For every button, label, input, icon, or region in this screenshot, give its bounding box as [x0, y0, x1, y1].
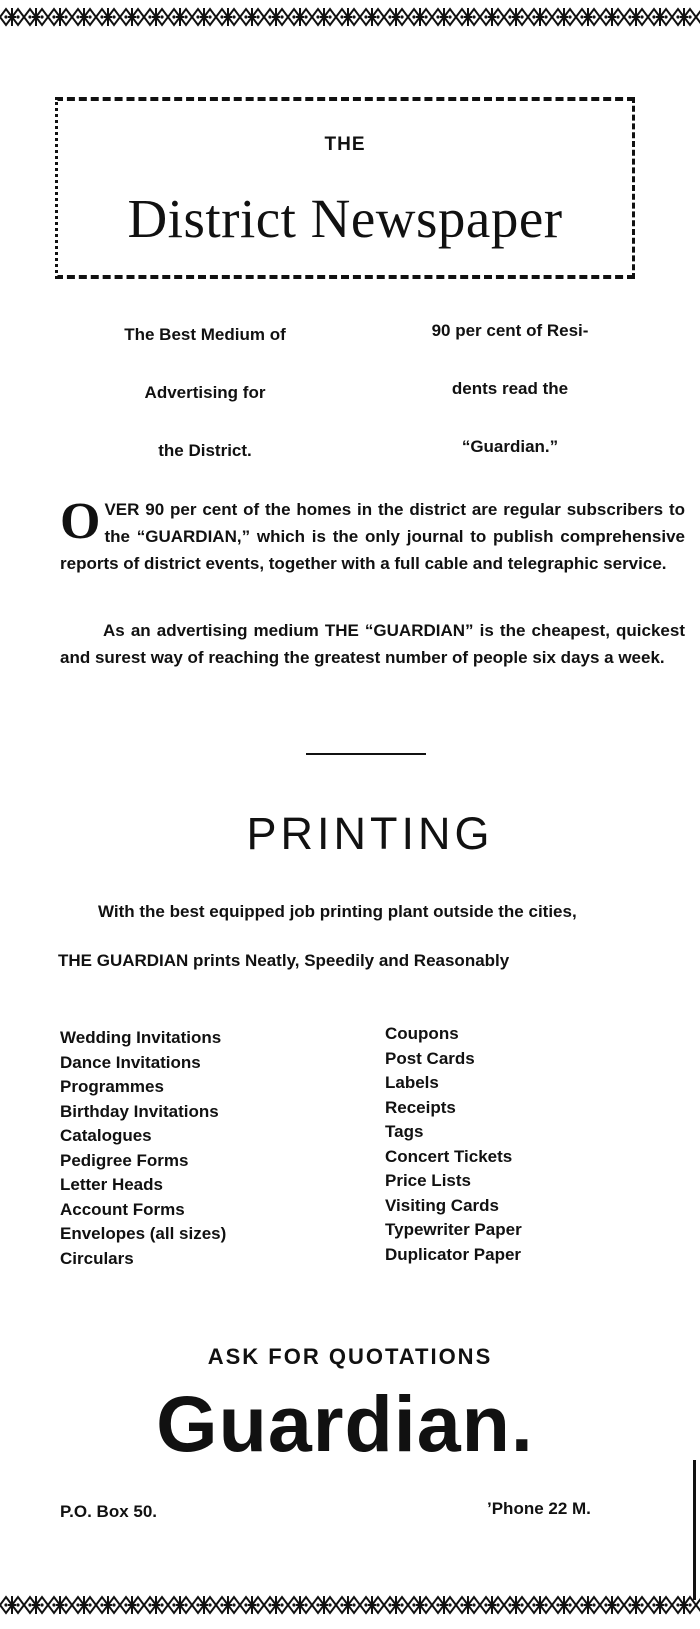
list-item: Envelopes (all sizes)	[60, 1224, 227, 1243]
list-item: Price Lists	[385, 1171, 471, 1190]
ornament-pattern-icon	[0, 4, 700, 30]
right-tagline-line: “Guardian.”	[461, 437, 559, 456]
ask-for-quotations: ASK FOR QUOTATIONS	[207, 1344, 493, 1369]
printing-items-left-list	[60, 1026, 226, 1271]
list-item: Concert Tickets	[385, 1146, 513, 1166]
list-item: Letter Heads	[60, 1175, 163, 1194]
ornamental-border-bottom	[0, 1592, 700, 1618]
right-tagline-line: 90 per cent of Resi-	[431, 321, 589, 340]
drop-cap: O	[60, 493, 101, 550]
section-divider	[306, 753, 426, 755]
masthead-title: District Newspaper	[127, 188, 563, 249]
right-tagline-line: dents read the	[451, 379, 569, 398]
list-item: Labels	[385, 1073, 439, 1092]
ornament-pattern-icon	[0, 1592, 700, 1618]
list-item: Post Cards	[385, 1048, 475, 1068]
list-item: Wedding Invitations	[60, 1028, 222, 1047]
guardian-brand-name: Guardian.	[156, 1379, 534, 1468]
right-edge-rule	[693, 1460, 696, 1600]
list-item: Birthday Invitations	[60, 1101, 219, 1121]
right-tagline-column	[400, 316, 620, 490]
masthead-the-label: THE	[324, 134, 366, 155]
left-tagline-line: Advertising for	[144, 383, 266, 402]
subscription-paragraph	[60, 493, 685, 577]
list-item: Catalogues	[60, 1126, 152, 1145]
phone-number: ’Phone 22 M.	[487, 1499, 591, 1518]
printing-intro-line-1: With the best equipped job printing plant outside the cities,	[98, 902, 577, 921]
subscription-paragraph-text: VER 90 per cent of the homes in the district are regular subscribers to the “GUARDIAN,” which is the only journal to publish comprehensive reports of district events, together with a full cable and telegraphic service.	[60, 500, 685, 573]
left-tagline-line: the District.	[158, 441, 252, 460]
printing-intro-line-2: THE GUARDIAN prints Neatly, Speedily and Reasonably	[58, 951, 510, 970]
printing-heading: PRINTING	[246, 808, 494, 859]
left-tagline-line: The Best Medium of	[124, 325, 286, 344]
list-item: Dance Invitations	[60, 1052, 201, 1072]
po-box-address: P.O. Box 50.	[60, 1502, 158, 1521]
ornamental-border-top	[0, 4, 700, 30]
list-item: Duplicator Paper	[385, 1244, 522, 1264]
list-item: Typewriter Paper	[385, 1220, 522, 1239]
left-tagline-column	[90, 320, 320, 494]
list-item: Programmes	[60, 1077, 164, 1096]
list-item: Circulars	[60, 1248, 134, 1268]
masthead-box	[55, 97, 635, 279]
list-item: Receipts	[385, 1097, 456, 1117]
list-item: Coupons	[385, 1024, 459, 1043]
list-item: Visiting Cards	[385, 1195, 499, 1215]
printing-items-right-list	[385, 1022, 522, 1267]
list-item: Pedigree Forms	[60, 1150, 189, 1170]
advertising-paragraph: As an advertising medium THE “GUARDIAN” is the cheapest, quickest and surest way of reaching the greatest number of people six days a week.	[60, 621, 685, 667]
list-item: Tags	[385, 1122, 424, 1141]
list-item: Account Forms	[60, 1199, 185, 1219]
